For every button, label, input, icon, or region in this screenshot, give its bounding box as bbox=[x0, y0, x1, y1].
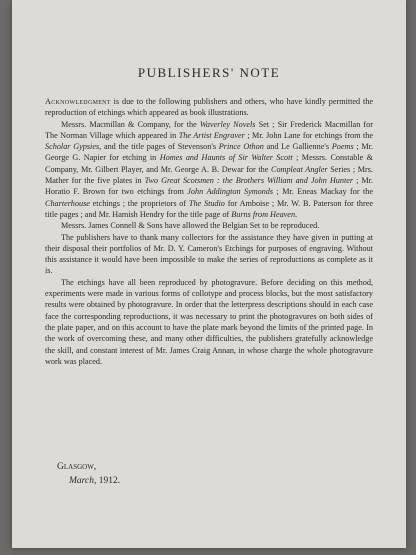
signature-date: March, 1912. bbox=[69, 476, 121, 486]
signature-place: Glasgow, bbox=[57, 462, 97, 472]
signature-block bbox=[57, 460, 120, 488]
paragraph-publishers: Messrs. Macmillan & Company, for the Waverley Novels Set ; Sir Frederick Macmillan for The Norman Village which appeared in The Artist Engraver ; Mr. John Lane for etchings from the Scholar Gypsies, and the title pages of Stevenson's Prince Othon and Le Gallienne's Poems ; Mr. George G. Napier for etching in Homes and Haunts of Sir Walter Scott ; Messrs. Constable & Company, Mr. Gilbert Player, and Mr. George A. B. Dewar for the Compleat Angler Series ; Mrs. Mather for the five plates in Two Great Scotsmen : the Brothers William and John Hunter ; Mr. Horatio F. Brown for two etchings from John Addington Symonds ; Mr. Eneas Mackay for the Charterhouse etchings ; the proprietors of The Studio for Amboise ; Mr. W. B. Paterson for three title pages ; and Mr. Hamish Hendry for the title page of Burns from Heaven. bbox=[45, 119, 374, 219]
paragraph-photogravure: The etchings have all been reproduced by photogravure. Before deciding on this method, experiments were made in various forms of collotype and process blocks, but the most satisfactory results were obtained by photogravure. In order that the letterpress descriptions should in each case face the corresponding reproductions, it was necessary to print the photogravures on both sides of the plate paper, and on this account to have the plate mark beyond the limits of the printed page. In the work of overcoming these, and many other difficulties, the publishers gratefully acknowledge the skill, and constant interest of Mr. James Craig Annan, in whose charge the whole photogravure work was placed. bbox=[45, 277, 373, 366]
paragraph-belgian-set: Messrs. James Connell & Sons have allowed the Belgian Set to be reproduced. bbox=[61, 221, 320, 231]
paragraph-acknowledgment: Acknowledgment is due to the following publishers and others, who have kindly permitted the reproduction of etchings which appeared as book illustrations. bbox=[45, 97, 373, 118]
note-body bbox=[45, 96, 373, 367]
lead-word: Acknowledgment bbox=[45, 97, 111, 106]
page-title: PUBLISHERS' NOTE bbox=[137, 65, 281, 80]
book-page bbox=[12, 0, 406, 548]
paragraph-collectors: The publishers have to thank many collectors for the assistance they have given in putting at their disposal their portfolios of Mr. D. Y. Cameron's Etchings for purposes of engraving. Without this assistance it would have been impossible to make the series of reproductions as complete as it is. bbox=[45, 232, 373, 276]
